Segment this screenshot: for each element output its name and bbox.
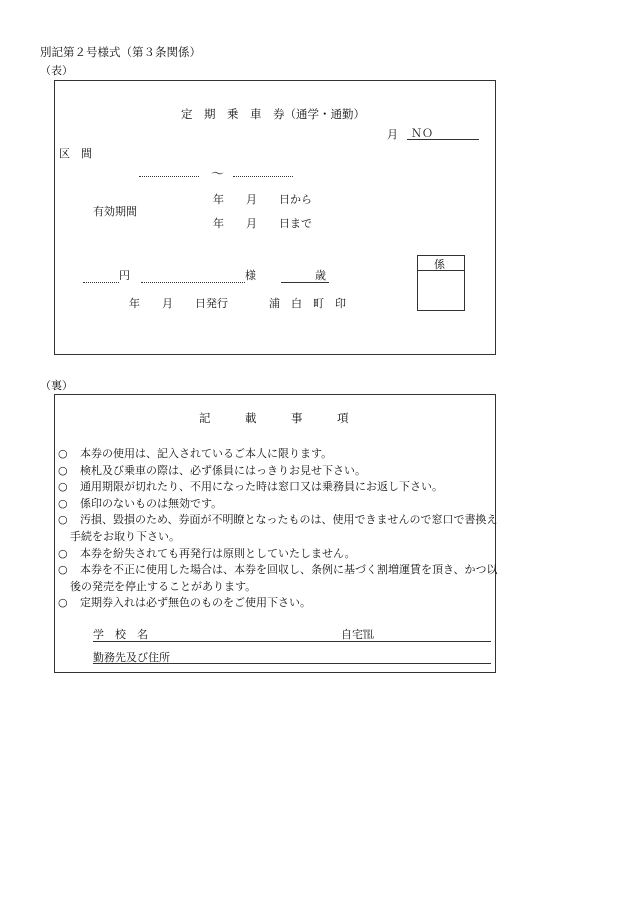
name-field (141, 282, 245, 283)
issue-date: 年 月 日発行 (129, 297, 228, 310)
list-item (58, 512, 498, 545)
note-text: 係印のないものは無効です。 (80, 496, 223, 510)
circle-bullet-icon: ○ (58, 447, 68, 460)
circle-bullet-icon: ○ (58, 563, 68, 577)
section-label: 区 間 (59, 147, 92, 160)
school-field-line (93, 641, 491, 642)
clerk-label: 係 (434, 258, 445, 271)
sama-label: 様 (245, 269, 256, 282)
note-text: 本券を不正に使用した場合は、本券を回収し、条例に基づく割増運賃を頂き、かつ以後の発売を停止することがあります。 (70, 563, 498, 593)
back-label: （裏） (40, 379, 73, 392)
circle-bullet-icon: ○ (58, 596, 68, 610)
workplace-label: 勤務先及び住所 (93, 651, 170, 664)
note-text: 本券の使用は、記入されているご本人に限ります。 (80, 447, 333, 460)
workplace-field-line (93, 663, 491, 664)
circle-bullet-icon: ○ (58, 546, 68, 560)
list-item (58, 479, 498, 496)
list-item (58, 496, 498, 513)
note-text: 定期券入れは必ず無色のものをご使用下さい。 (80, 596, 311, 610)
issuer-stamp-label: 浦 白 町 印 (269, 297, 346, 310)
school-label: 学 校 名 (93, 628, 148, 641)
note-text: 検札及び乗車の際は、必ず係員にはっきりお見せ下さい。 (80, 463, 366, 477)
section-to-field (233, 176, 293, 177)
tilde: 〜 (211, 167, 225, 182)
valid-from-line: 年 月 日から (213, 193, 312, 206)
list-item (58, 546, 498, 563)
form-title: 別記第２号様式（第３条関係） (40, 45, 201, 59)
front-ticket (54, 80, 496, 355)
no-field-line (407, 139, 479, 140)
section-from-field (139, 176, 199, 177)
circle-bullet-icon: ○ (58, 480, 68, 494)
validity-label: 有効期間 (93, 205, 137, 218)
ticket-title: 定 期 乗 車 券（通学・通勤） (181, 107, 365, 121)
circle-bullet-icon: ○ (58, 496, 68, 510)
note-text: 汚損、毀損のため、券面が不明瞭となったものは、使用できませんので窓口で書換え手続をお取り下さい。 (70, 513, 498, 543)
clerk-seal-box (417, 255, 465, 311)
list-item (58, 463, 498, 480)
valid-to-line: 年 月 日まで (213, 217, 312, 230)
no-label: ＮＯ (411, 127, 433, 140)
amount-field (83, 282, 119, 283)
notes-list (58, 446, 498, 612)
home-tel-label: 自宅℡ (341, 628, 374, 641)
notes-title: 記 載 事 項 (199, 411, 349, 425)
list-item (58, 446, 498, 463)
month-label: 月 (387, 128, 398, 141)
clerk-divider (418, 270, 464, 271)
circle-bullet-icon: ○ (58, 513, 68, 527)
circle-bullet-icon: ○ (58, 463, 68, 477)
note-text: 通用期限が切れたり、不用になった時は窓口又は乗務員にお返し下さい。 (80, 480, 443, 494)
front-label: （表） (40, 64, 73, 77)
age-label: 歳 (315, 269, 326, 282)
yen-label: 円 (119, 269, 130, 282)
list-item (58, 562, 498, 595)
note-text: 本券を紛失されても再発行は原則としていたしません。 (80, 546, 356, 560)
list-item (58, 595, 498, 612)
